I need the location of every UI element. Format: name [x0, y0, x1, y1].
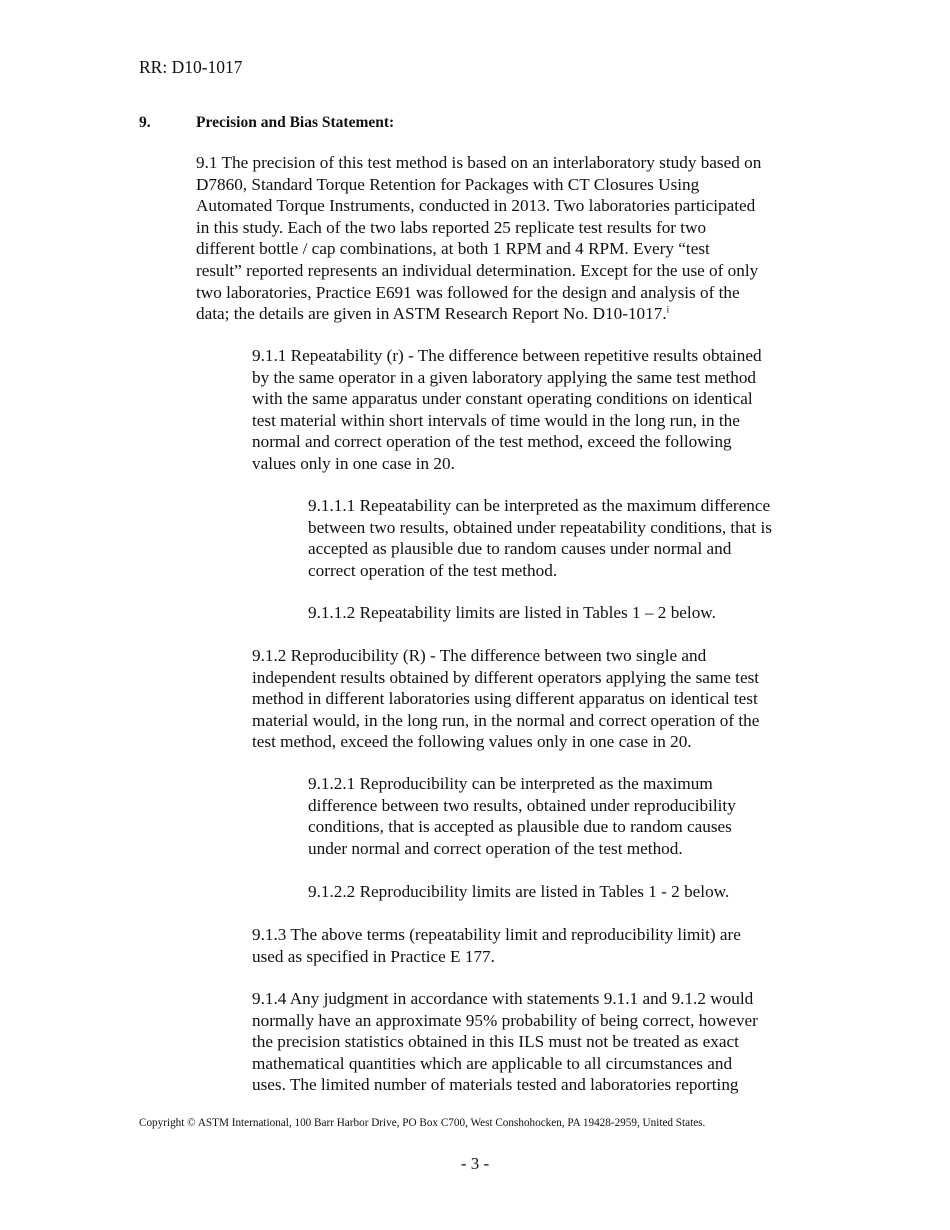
text-line: difference between two results, obtained under reproducibility — [308, 795, 736, 815]
text-line: uses. The limited number of materials tested and laboratories reporting — [252, 1075, 739, 1095]
paragraph-9-1-2-2 — [308, 881, 813, 903]
endnote-marker[interactable]: i — [666, 304, 670, 315]
text-line: between two results, obtained under repeatability conditions, that is — [308, 517, 772, 537]
text-line: test method, exceed the following values only in one case in 20. — [252, 732, 692, 752]
text-line: normal and correct operation of the test method, exceed the following — [252, 432, 732, 452]
text-line: 9.1.1 Repeatability (r) - The difference between repetitive results obtained — [252, 346, 762, 365]
text-line: 9.1.3 The above terms (repeatability limit and reproducibility limit) are — [252, 925, 741, 944]
text-line: different bottle / cap combinations, at both 1 RPM and 4 RPM. Every “test — [196, 239, 710, 259]
paragraph-9-1-1-1 — [308, 495, 813, 581]
paragraph-9-1-3 — [252, 924, 797, 967]
text-line: the precision statistics obtained in this ILS must not be treated as exact — [252, 1032, 739, 1052]
text-line: D7860, Standard Torque Retention for Packages with CT Closures Using — [196, 174, 700, 194]
text-line: values only in one case in 20. — [252, 453, 455, 473]
paragraph-9-1-4 — [252, 988, 812, 1096]
text-line: in this study. Each of the two labs reported 25 replicate test results for two — [196, 217, 707, 237]
text-line: Automated Torque Instruments, conducted in 2013. Two laboratories participated — [196, 196, 756, 216]
text-line: 9.1.4 Any judgment in accordance with statements 9.1.1 and 9.1.2 would — [252, 989, 754, 1008]
text-line: 9.1.2.2 Reproducibility limits are listed in Tables 1 - 2 below. — [308, 882, 730, 901]
text-line: under normal and correct operation of the test method. — [308, 838, 683, 858]
text-line: independent results obtained by different operators applying the same test — [252, 667, 760, 687]
text-line: used as specified in Practice E 177. — [252, 946, 495, 966]
copyright-footer: Copyright © ASTM International, 100 Barr Harbor Drive, PO Box C700, West Conshohocken, PA 19428-2959, United States. — [139, 1117, 706, 1129]
text-line: two laboratories, Practice E691 was followed for the design and analysis of the — [196, 282, 740, 302]
text-line: result” reported represents an individual determination. Except for the use of only — [196, 260, 759, 280]
text-line: material would, in the long run, in the normal and correct operation of the — [252, 710, 760, 730]
paragraph-9-1 — [196, 152, 816, 325]
text-line — [196, 303, 816, 325]
text-line: conditions, that is accepted as plausible due to random causes — [308, 817, 732, 837]
section-number: 9. — [139, 114, 151, 131]
text-line: 9.1.1.2 Repeatability limits are listed in Tables 1 – 2 below. — [308, 603, 716, 622]
text-line: correct operation of the test method. — [308, 560, 558, 580]
text-line: 9.1.2.1 Reproducibility can be interpreted as the maximum — [308, 774, 713, 793]
paragraph-9-1-2-1 — [308, 773, 778, 859]
page-number: - 3 - — [460, 1154, 490, 1173]
text-line: method in different laboratories using different apparatus on identical test — [252, 689, 758, 709]
text-line: with the same apparatus under constant operating conditions on identical — [252, 389, 753, 409]
paragraph-9-1-1-2 — [308, 602, 813, 624]
text-line: mathematical quantities which are applicable to all circumstances and — [252, 1053, 733, 1073]
text-line: 9.1 The precision of this test method is based on an interlaboratory study based on — [196, 153, 762, 172]
text-line: normally have an approximate 95% probability of being correct, however — [252, 1010, 758, 1030]
paragraph-9-1-2 — [252, 645, 812, 753]
text-line-content: data; the details are given in ASTM Research Report No. D10-1017. — [196, 304, 667, 324]
text-line: 9.1.1.1 Repeatability can be interpreted as the maximum difference — [308, 496, 771, 515]
report-id-header: RR: D10-1017 — [139, 57, 243, 77]
section-title: Precision and Bias Statement: — [196, 114, 395, 131]
text-line: accepted as plausible due to random causes under normal and — [308, 539, 732, 559]
text-line: 9.1.2 Reproducibility (R) - The difference between two single and — [252, 646, 707, 665]
text-line: by the same operator in a given laboratory applying the same test method — [252, 367, 757, 387]
text-line: test material within short intervals of time would in the long run, in the — [252, 410, 740, 430]
paragraph-9-1-1 — [252, 345, 812, 475]
